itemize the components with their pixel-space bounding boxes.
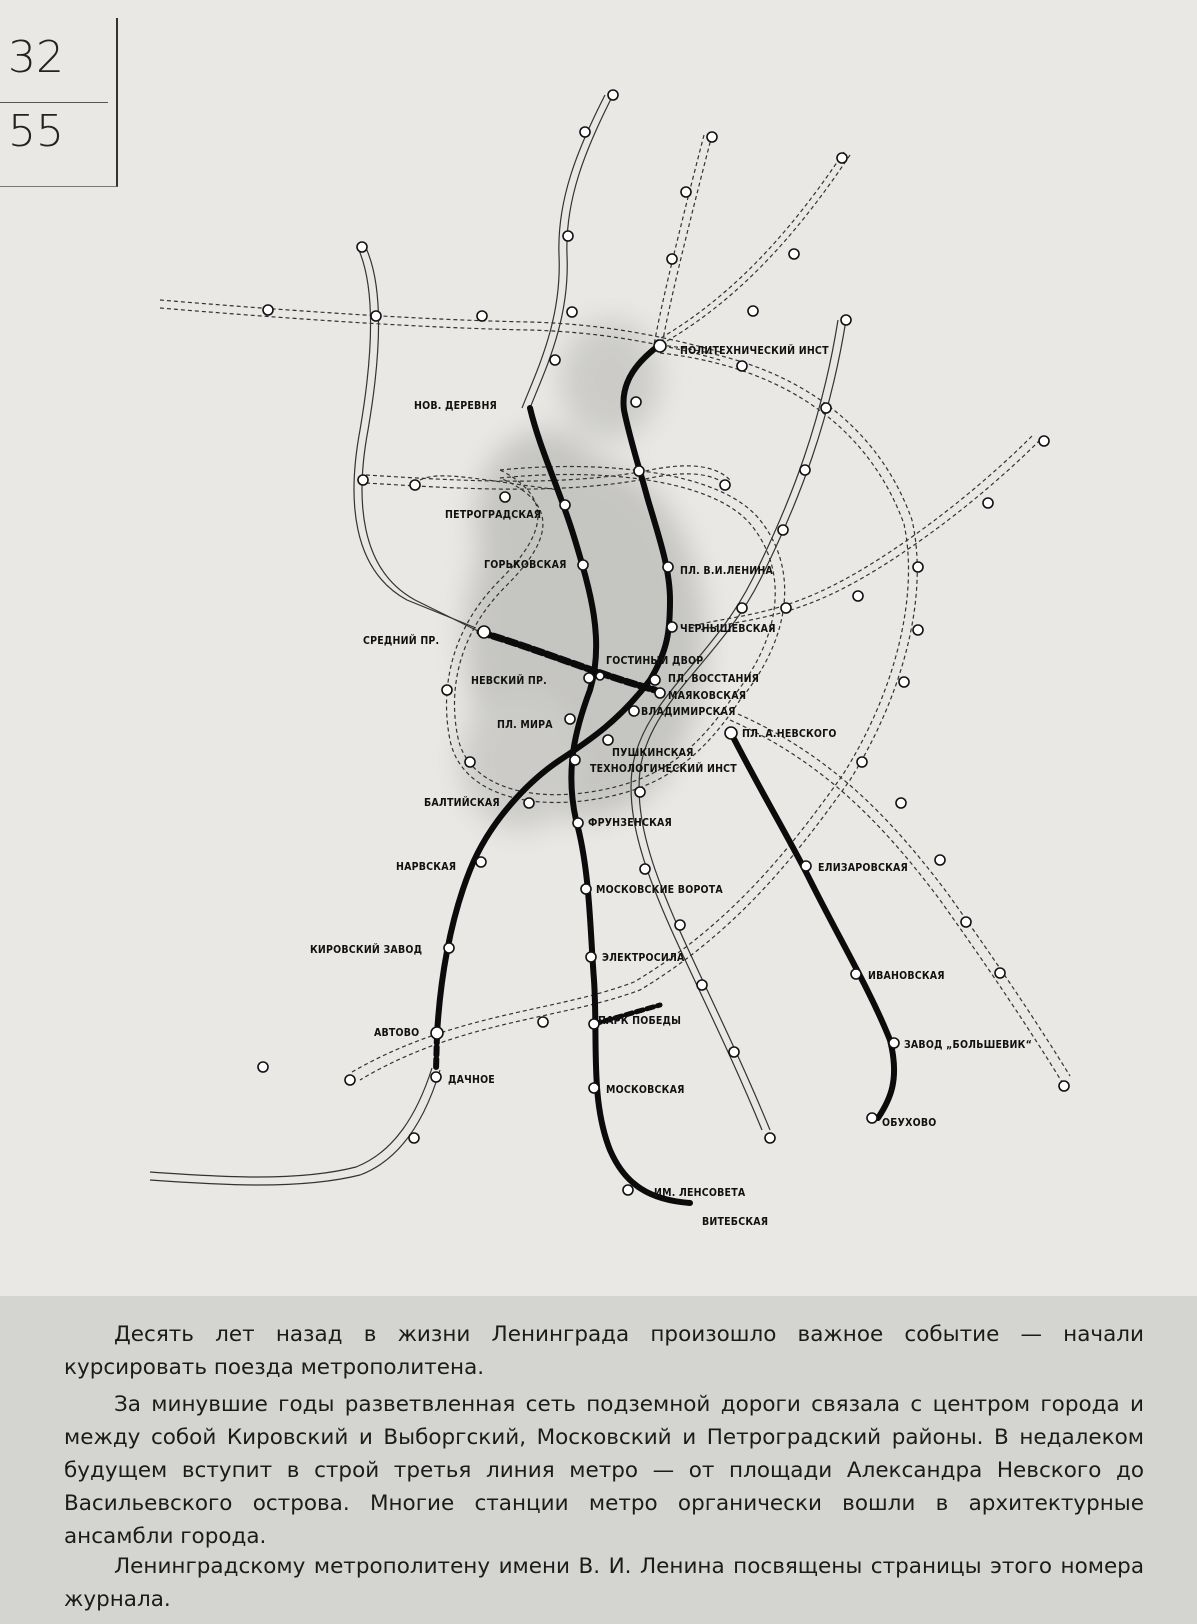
dashed-north-line: [662, 135, 712, 345]
label-pl-lenina: ПЛ. В.И.ЛЕНИНА: [680, 565, 774, 577]
page-number-bottom: 55: [8, 106, 64, 157]
label-mayakovskaya: МАЯКОВСКАЯ: [668, 690, 747, 702]
label-nevsky: НЕВСКИЙ ПР.: [471, 675, 547, 687]
projected-line-southwest-tail: [150, 1070, 440, 1185]
label-moskovskie-vorota: МОСКОВСКИЕ ВОРОТА: [596, 884, 723, 896]
label-chernyshevskaya: ЧЕРНЫШЕВСКАЯ: [680, 623, 776, 635]
label-dachnoe: ДАЧНОЕ: [448, 1074, 495, 1086]
line-nevsko-vasileostrovskaya-built: [731, 733, 894, 1118]
label-tekhnolog: ТЕХНОЛОГИЧЕСКИЙ ИНСТ: [590, 763, 737, 775]
label-im-lensoveta: ИМ. ЛЕНСОВЕТА: [654, 1187, 746, 1199]
label-sredniy: СРЕДНИЙ ПР.: [363, 635, 440, 647]
caption-paragraph-1: Десять лет назад в жизни Ленинграда произошло важное событие — начали курсировать поезда метрополитена.: [64, 1322, 1144, 1380]
label-avtovo: АВТОВО: [374, 1027, 420, 1039]
label-obukhovo: ОБУХОВО: [882, 1117, 937, 1129]
label-ivanovskaya: ИВАНОВСКАЯ: [868, 970, 945, 982]
label-nov-derevnya: НОВ. ДЕРЕВНЯ: [414, 400, 498, 412]
label-vitebskaya: ВИТЕБСКАЯ: [702, 1216, 769, 1228]
dashed-southeast-line: [730, 720, 1062, 1082]
label-pl-mira: ПЛ. МИРА: [497, 719, 553, 731]
label-elektrosila: ЭЛЕКТРОСИЛА: [602, 952, 685, 964]
projected-line-west-loop-inner: [354, 248, 476, 628]
label-petrogradskaya: ПЕТРОГРАДСКАЯ: [445, 509, 542, 521]
label-park-pobedy: ПАРК ПОБЕДЫ: [598, 1015, 682, 1027]
page-number-top: 32: [8, 32, 64, 83]
station-labels: [310, 344, 1032, 1228]
label-narvskaya: НАРВСКАЯ: [396, 861, 457, 873]
label-pushkinskaya: ПУШКИНСКАЯ: [612, 747, 694, 759]
label-frunzenskaya: ФРУНЗЕНСКАЯ: [588, 817, 672, 829]
label-baltiyskaya: БАЛТИЙСКАЯ: [424, 797, 500, 809]
projected-line-west-loop: [362, 248, 480, 632]
label-zavod-bolshevik: ЗАВОД „БОЛЬШЕВИК“: [904, 1039, 1032, 1051]
caption-paragraph-2: За минувшие годы разветвленная сеть подземной дороги связала с центром города и между собой Кировский и Выборгский, Московский и Петроградский районы. В недалеком будущем вступит в строй третья линия метро — от площади Александра Невского до Васильевского острова. Многие станции метро органически вошли в архитектурные ансамбли города.: [64, 1392, 1144, 1549]
projected-line-southwest-tail-inner: [150, 1068, 432, 1177]
label-vladimirskaya: ВЛАДИМИРСКАЯ: [641, 706, 736, 718]
line-short-dash-south: [436, 1035, 437, 1070]
caption-paragraph-3: Ленинградскому метрополитену имени В. И. Ленина посвящены страницы этого номера журнала.: [64, 1554, 1144, 1612]
dashed-east-line: [700, 440, 1040, 630]
label-gorkovskaya: ГОРЬКОВСКАЯ: [484, 559, 567, 571]
label-polytech: ПОЛИТЕХНИЧЕСКИЙ ИНСТ: [680, 345, 829, 357]
label-elizarovskaya: ЕЛИЗАРОВСКАЯ: [818, 862, 909, 874]
label-pl-vosstaniya: ПЛ. ВОССТАНИЯ: [668, 673, 760, 685]
label-moskovskaya: МОСКОВСКАЯ: [606, 1084, 685, 1096]
label-pl-nevskogo: ПЛ. А.НЕВСКОГО: [742, 728, 837, 740]
label-gostiny: ГОСТИНЫЙ ДВОР: [606, 655, 704, 667]
caption-block: [0, 1296, 1197, 1624]
label-kirovsky: КИРОВСКИЙ ЗАВОД: [310, 944, 423, 956]
